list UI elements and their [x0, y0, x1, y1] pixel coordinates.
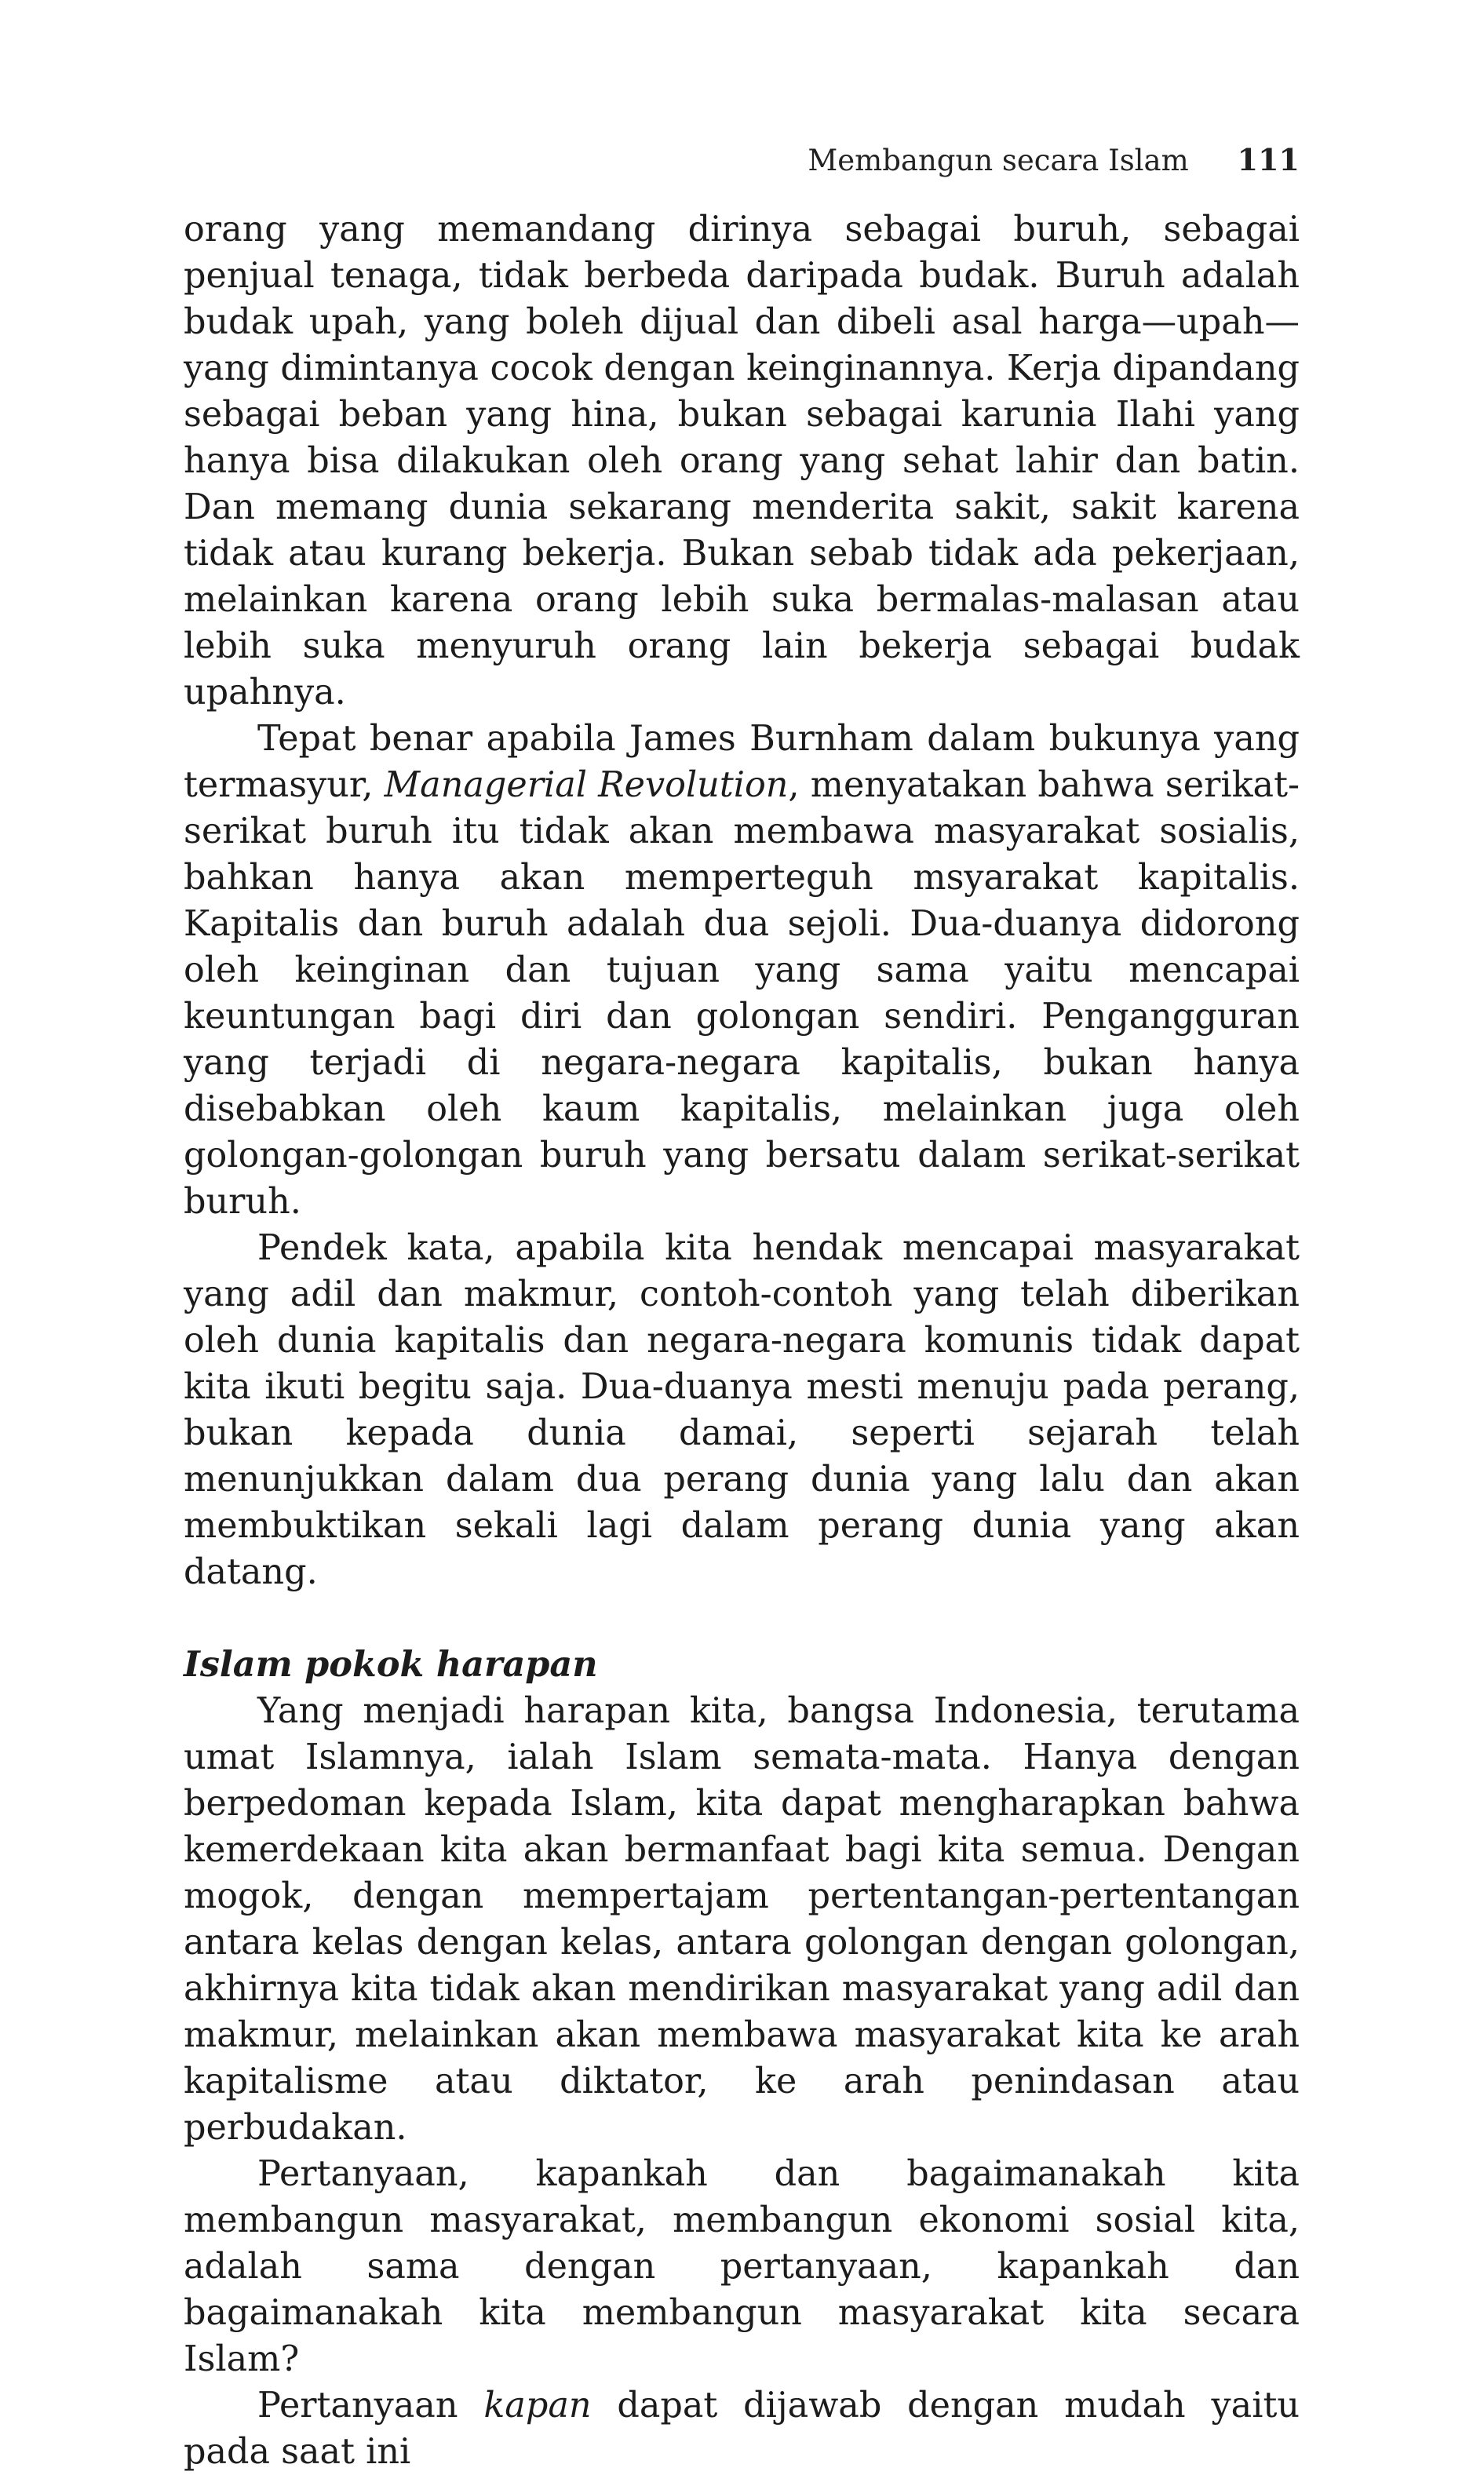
- page-number: 111: [1237, 142, 1300, 177]
- running-header: [785, 141, 1300, 180]
- paragraph-5: Pertanyaan, kapankah dan bagaimanakah kita membangun masyarakat, membangun ekonomi sosial kita, adalah sama dengan pertanyaan, kapankah dan bagaimanakah kita membangun masyarakat kita secara Islam?: [184, 2154, 1300, 2379]
- paragraph-6: [184, 2382, 1300, 2475]
- paragraph-2-text-start: Tepat benar apabila James Burnham dalam bukunya yang termasyur,: [184, 719, 1300, 805]
- paragraph-6-text-end: dapat dijawab dengan mudah yaitu pada saat ini: [184, 2386, 1300, 2472]
- paragraph-1: orang yang memandang dirinya sebagai buruh, sebagai penjual tenaga, tidak berbeda daripada budak. Buruh adalah budak upah, yang boleh dijual dan dibeli asal harga—upah—yang dimintanya cocok dengan keinginannya. Kerja dipandang sebagai beban yang hina, bukan sebagai karunia Ilahi yang hanya bisa dilakukan oleh orang yang sehat lahir dan batin. Dan memang dunia sekarang menderita sakit, sakit karena tidak atau kurang bekerja. Bukan sebab tidak ada pekerjaan, melainkan karena orang lebih suka bermalas-malasan atau lebih suka menyuruh orang lain bekerja sebagai budak upahnya.: [184, 210, 1300, 713]
- running-title: Membangun secara Islam: [808, 144, 1189, 177]
- paragraph-6-text-start: Pertanyaan: [257, 2386, 484, 2426]
- body-text: [184, 206, 1300, 2475]
- section-heading: Islam pokok harapan: [184, 1644, 598, 1685]
- paragraph-2-text-end: , menyatakan bahwa serikat-serikat buruh itu tidak akan membawa masyarakat sosialis, bahkan hanya akan memperteguh msyarakat kapitalis. Kapitalis dan buruh adalah dua sejoli. Dua-duanya didorong oleh keinginan dan tujuan yang sama yaitu mencapai keuntungan bagi diri dan golongan sendiri. Pengangguran yang terjadi di negara-negara kapitalis, bukan hanya disebabkan oleh kaum kapitalis, melainkan juga oleh golongan-golongan buruh yang bersatu dalam serikat-serikat buruh.: [184, 765, 1300, 1222]
- paragraph-2: [184, 716, 1300, 1225]
- emphasized-word: kapan: [483, 2386, 592, 2426]
- paragraph-3: Pendek kata, apabila kita hendak mencapai masyarakat yang adil dan makmur, contoh-contoh yang telah diberikan oleh dunia kapitalis dan negara-negara komunis tidak dapat kita ikuti begitu saja. Dua-duanya mesti menuju pada perang, bukan kepada dunia damai, seperti sejarah telah menunjukkan dalam dua perang dunia yang lalu dan akan membuktikan sekali lagi dalam perang dunia yang akan datang.: [184, 1228, 1300, 1592]
- paragraph-4: Yang menjadi harapan kita, bangsa Indonesia, terutama umat Islamnya, ialah Islam semata-mata. Hanya dengan berpedoman kepada Islam, kita dapat mengharapkan bahwa kemerdekaan kita akan bermanfaat bagi kita semua. Dengan mogok, dengan mempertajam pertentangan-pertentangan antara kelas dengan kelas, antara golongan dengan golongan, akhirnya kita tidak akan mendirikan masyarakat yang adil dan makmur, melainkan akan membawa masyarakat kita ke arah kapitalisme atau diktator, ke arah penindasan atau perbudakan.: [184, 1691, 1300, 2148]
- book-title: Managerial Revolution: [384, 765, 789, 805]
